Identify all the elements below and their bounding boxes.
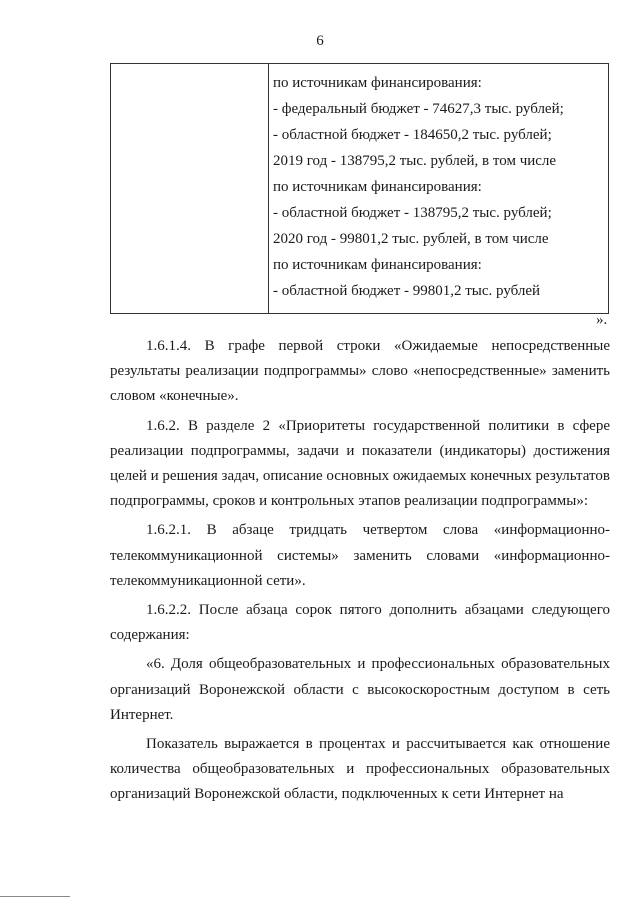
- table-line: - областной бюджет - 138795,2 тыс. рублей;: [273, 205, 552, 221]
- paragraph-1-6-2-2: 1.6.2.2. После абзаца сорок пятого дополнить абзацами следующего содержания:: [110, 602, 610, 644]
- body-text: [110, 334, 610, 812]
- table-left-cell: [111, 64, 269, 313]
- table-line: - областной бюджет - 184650,2 тыс. рублей;: [273, 127, 552, 143]
- table-line: - федеральный бюджет - 74627,3 тыс. рублей;: [273, 101, 564, 117]
- table-line: по источникам финансирования:: [273, 75, 482, 91]
- table-line: - областной бюджет - 99801,2 тыс. рублей: [273, 283, 541, 299]
- table-right-cell: [269, 64, 608, 313]
- table-line: по источникам финансирования:: [273, 179, 482, 195]
- paragraph-1-6-2-1: 1.6.2.1. В абзаце тридцать четвертом слова «информационно-телекоммуникационной системы» заменить словами «информационно-телекоммуникационной сети».: [110, 522, 610, 589]
- paragraph-indicator-6: «6. Доля общеобразовательных и профессиональных образовательных организаций Воронежской области с высокоскоростным доступом в сеть Интернет.: [110, 656, 610, 723]
- paragraph-1-6-2: 1.6.2. В разделе 2 «Приоритеты государственной политики в сфере реализации подпрограммы, задачи и показатели (индикаторы) достижения целей и решения задач, описание основных ожидаемых конечных результатов подпрограммы, сроков и контрольных этапов реализации подпрограммы»:: [110, 417, 610, 510]
- funding-table: [110, 63, 609, 314]
- table-line: по источникам финансирования:: [273, 257, 482, 273]
- table-line: 2019 год - 138795,2 тыс. рублей, в том числе: [273, 153, 557, 169]
- closing-quote: ».: [596, 312, 608, 328]
- bottom-rule: [0, 896, 70, 897]
- table-line: 2020 год - 99801,2 тыс. рублей, в том числе: [273, 231, 549, 247]
- page-number: 6: [316, 33, 324, 49]
- paragraph-1-6-1-4: 1.6.1.4. В графе первой строки «Ожидаемые непосредственные результаты реализации подпрограммы» слово «непосредственные» заменить словом «конечные».: [110, 338, 610, 405]
- paragraph-indicator-description: Показатель выражается в процентах и рассчитывается как отношение количества общеобразовательных и профессиональных образовательных организаций Воронежской области, подключенных к сети Интернет на: [110, 736, 610, 803]
